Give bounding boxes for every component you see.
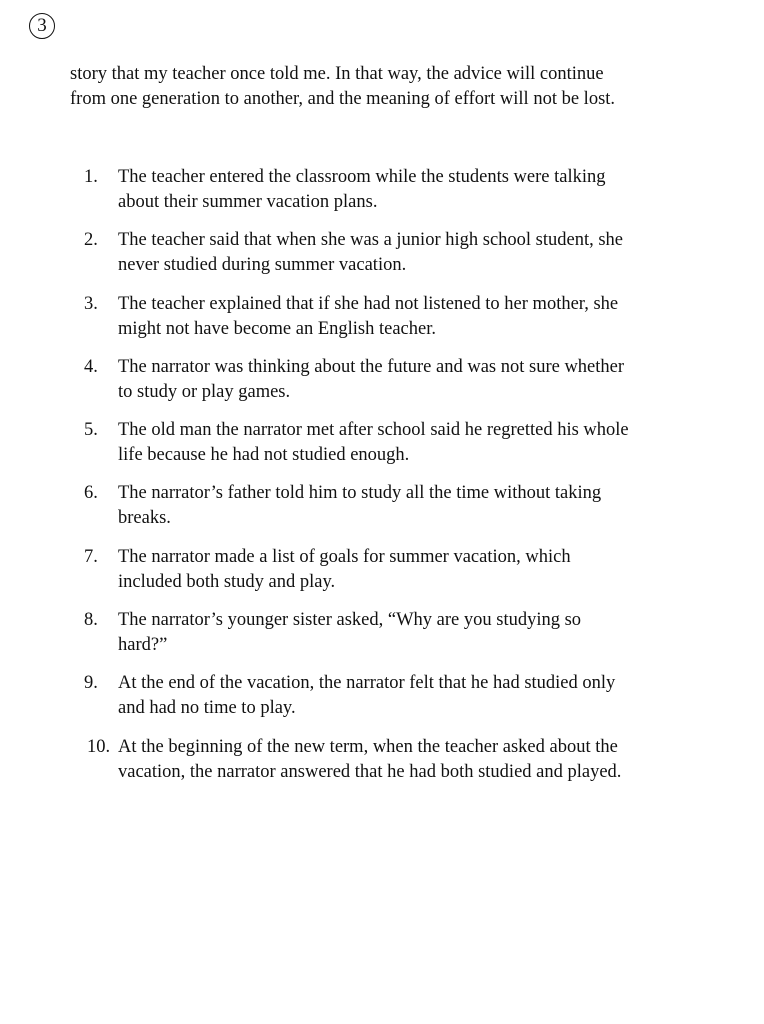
statement-number: 1.: [84, 167, 98, 187]
statement-line: The old man the narrator met after school said he regretted his whole: [118, 420, 629, 441]
statement-line: might not have become an English teacher.: [118, 318, 436, 339]
statement-number: 5.: [84, 420, 98, 441]
statement-number: 2.: [84, 230, 98, 251]
statement-line: breaks.: [118, 508, 171, 529]
statement-line: At the beginning of the new term, when the teacher asked about the: [118, 736, 618, 757]
statement-item-2: [0, 228, 764, 291]
statement-item-6: [0, 481, 764, 544]
statement-item-1: [0, 165, 764, 228]
statement-text: [118, 292, 718, 342]
statement-item-7: [0, 545, 764, 608]
statement-item-4: [0, 355, 764, 418]
intro-paragraph: [70, 62, 710, 112]
statement-number: 10.: [87, 736, 111, 757]
statement-line: The narrator’s younger sister asked, “Why are you studying so: [118, 610, 582, 631]
statement-list: [0, 165, 764, 798]
statement-number: 6.: [84, 483, 98, 504]
statement-line: included both study and play.: [118, 571, 336, 592]
statement-text: [118, 735, 718, 785]
statement-item-5: [0, 418, 764, 481]
page-number-badge: 3: [29, 13, 55, 39]
statement-line: about their summer vacation plans.: [118, 192, 378, 212]
statement-number: 3.: [84, 293, 98, 314]
statement-text: [118, 545, 718, 595]
statement-number: 8.: [84, 610, 98, 631]
statement-number: 7.: [84, 546, 98, 567]
statement-text: [118, 355, 718, 405]
statement-number: 9.: [84, 673, 98, 694]
statement-line: hard?”: [118, 635, 168, 656]
statement-text: [118, 608, 718, 658]
statement-line: The narrator made a list of goals for summer vacation, which: [118, 546, 571, 567]
statement-text: [118, 671, 718, 721]
statement-text: [118, 165, 718, 215]
statement-line: vacation, the narrator answered that he had both studied and played.: [118, 761, 622, 782]
statement-line: The teacher explained that if she had not listened to her mother, she: [118, 293, 619, 314]
statement-text: [118, 481, 718, 531]
statement-line: life because he had not studied enough.: [118, 445, 410, 466]
statement-line: At the end of the vacation, the narrator felt that he had studied only: [118, 673, 616, 694]
statement-item-9: [0, 671, 764, 734]
statement-line: to study or play games.: [118, 381, 291, 402]
statement-line: The narrator was thinking about the future and was not sure whether: [118, 356, 625, 377]
statement-item-3: [0, 292, 764, 355]
statement-line: and had no time to play.: [118, 698, 296, 719]
intro-line: from one generation to another, and the meaning of effort will not be lost.: [70, 89, 616, 109]
statement-line: The teacher said that when she was a junior high school student, she: [118, 230, 624, 251]
statement-item-10: [0, 735, 764, 798]
statement-text: [118, 418, 718, 468]
statement-text: [118, 228, 718, 278]
statement-number: 4.: [84, 356, 98, 377]
statement-line: The narrator’s father told him to study all the time without taking: [118, 483, 602, 504]
statement-line: The teacher entered the classroom while the students were talking: [118, 167, 606, 187]
intro-line: story that my teacher once told me. In that way, the advice will continue: [70, 64, 604, 84]
statement-line: never studied during summer vacation.: [118, 255, 407, 276]
statement-item-8: [0, 608, 764, 671]
